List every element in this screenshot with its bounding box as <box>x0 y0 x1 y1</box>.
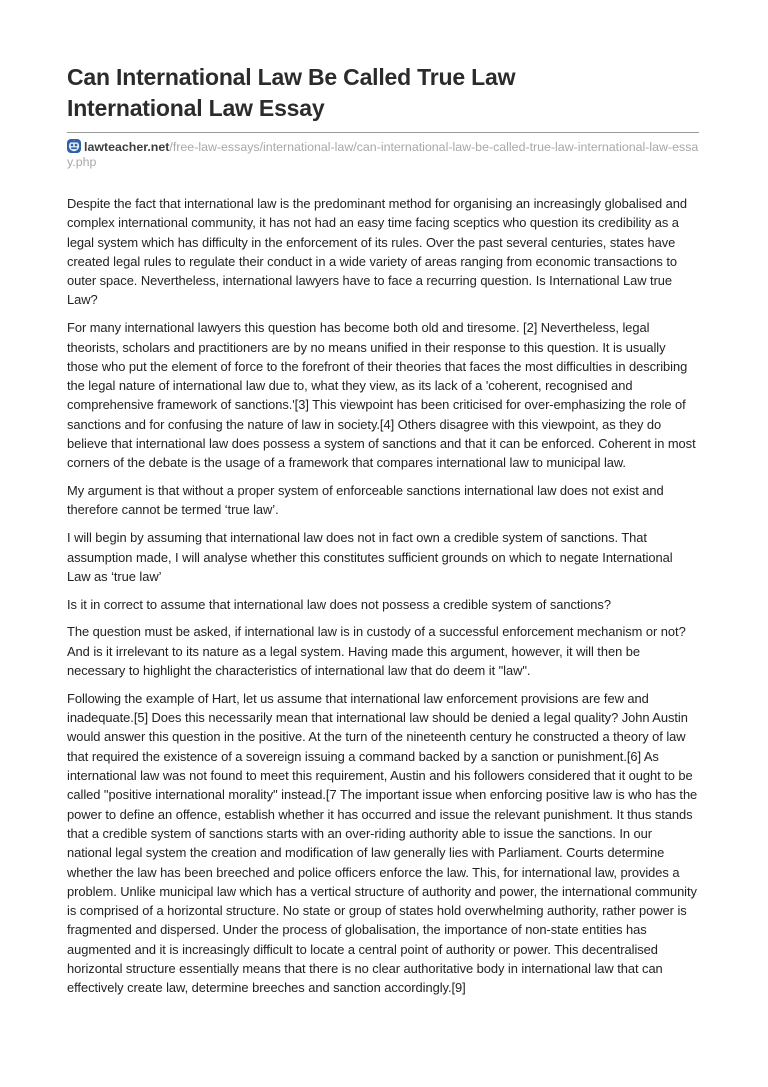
source-link[interactable] <box>67 139 699 170</box>
paragraph: My argument is that without a proper system of enforceable sanctions international law does not exist and therefore cannot be termed ‘true law’. <box>67 483 664 518</box>
paragraph: Following the example of Hart, let us assume that international law enforcement provisions are few and inadequate.[5] Does this necessarily mean that international law should be denied a legal quality? John Austin would answer this question in the positive. At the turn of the nineteenth century he constructed a theory of law that required the existence of a sovereign issuing a command backed by a sanction or punishment.[6] As international law was not found to meet this requirement, Austin and his followers considered that it ought to be called "positive international morality" instead.[7 The important issue when enforcing positive law is who has the power to define an offence, establish whether it has occurred and issue the relevant punishment. It thus stands that a credible system of sanctions starts with an over-riding authority able to issue the sanctions. In our national legal system the creation and modification of law generally lies with Parliament. Courts determine whether the law has been breeched and police officers enforce the law. This, for international law, provides a problem. Unlike municipal law which has a vertical structure of authority and power, the international community is comprised of a horizontal structure. No state or group of states hold overwhelming authority, rather power is fragmented and dispersed. Under the process of globalisation, the importance of non-state entities has augmented and it is increasingly difficult to locate a central point of authority or power. This decentralised horizontal structure essentially means that there is no clear authoritative body in international law that can effectively create law, determine breeches and sanction accordingly.[9] <box>67 690 698 996</box>
document-page <box>67 62 699 1006</box>
paragraph: The question must be asked, if international law is in custody of a successful enforcement mechanism or not? And is it irrelevant to its nature as a legal system. Having made this argument, however, it will then be necessary to highlight the characteristics of international law that do deem it "law". <box>67 624 686 679</box>
paragraph: Despite the fact that international law is the predominant method for organising an increasingly globalised and complex international community, it has not had an easy time facing sceptics who question its credibility as a legal system which has difficulty in the enforcement of its rules. Over the past several centuries, states have created legal rules to regulate their conduct in a wide variety of areas ranging from economic transactions to outer space. Nevertheless, international lawyers have to face a recurring question. Is International Law true Law? <box>67 196 688 308</box>
source-path[interactable]: /free-law-essays/international-law/can-international-law-be-called-true-law-international-law-essay.php <box>67 140 699 169</box>
paragraph: Is it in correct to assume that international law does not possess a credible system of sanctions? <box>67 596 611 612</box>
paragraph: I will begin by assuming that international law does not in fact own a credible system of sanctions. That assumption made, I will analyse whether this constitutes sufficient grounds on which to negate International Law as ‘true law’ <box>67 530 673 584</box>
title-line-1: Can International Law Be Called True Law <box>67 64 516 90</box>
paragraph: For many international lawyers this question has become both old and tiresome. [2] Nevertheless, legal theorists, scholars and practitioners are by no means unified in their response to this question. It is usually those who put the element of force to the forefront of their theories that faces the most difficulties in describing the legal nature of international law due to, what they view, as its lack of a 'coherent, recognised and comprehensive framework of sanctions.'[3] This viewpoint has been criticised for over-emphasizing the role of sanctions and for confusing the nature of law in society.[4] Others disagree with this viewpoint, as they do believe that international law does possess a system of sanctions and that it can be enforced. Coherent in most corners of the debate is the usage of a framework that compares international law to municipal law. <box>67 320 696 471</box>
source-domain[interactable]: lawteacher.net <box>84 140 170 154</box>
title-divider <box>67 132 699 133</box>
title-line-2: International Law Essay <box>67 95 325 121</box>
lawteacher-site-icon <box>67 139 81 153</box>
essay-body <box>67 194 699 998</box>
document-title <box>67 62 699 124</box>
